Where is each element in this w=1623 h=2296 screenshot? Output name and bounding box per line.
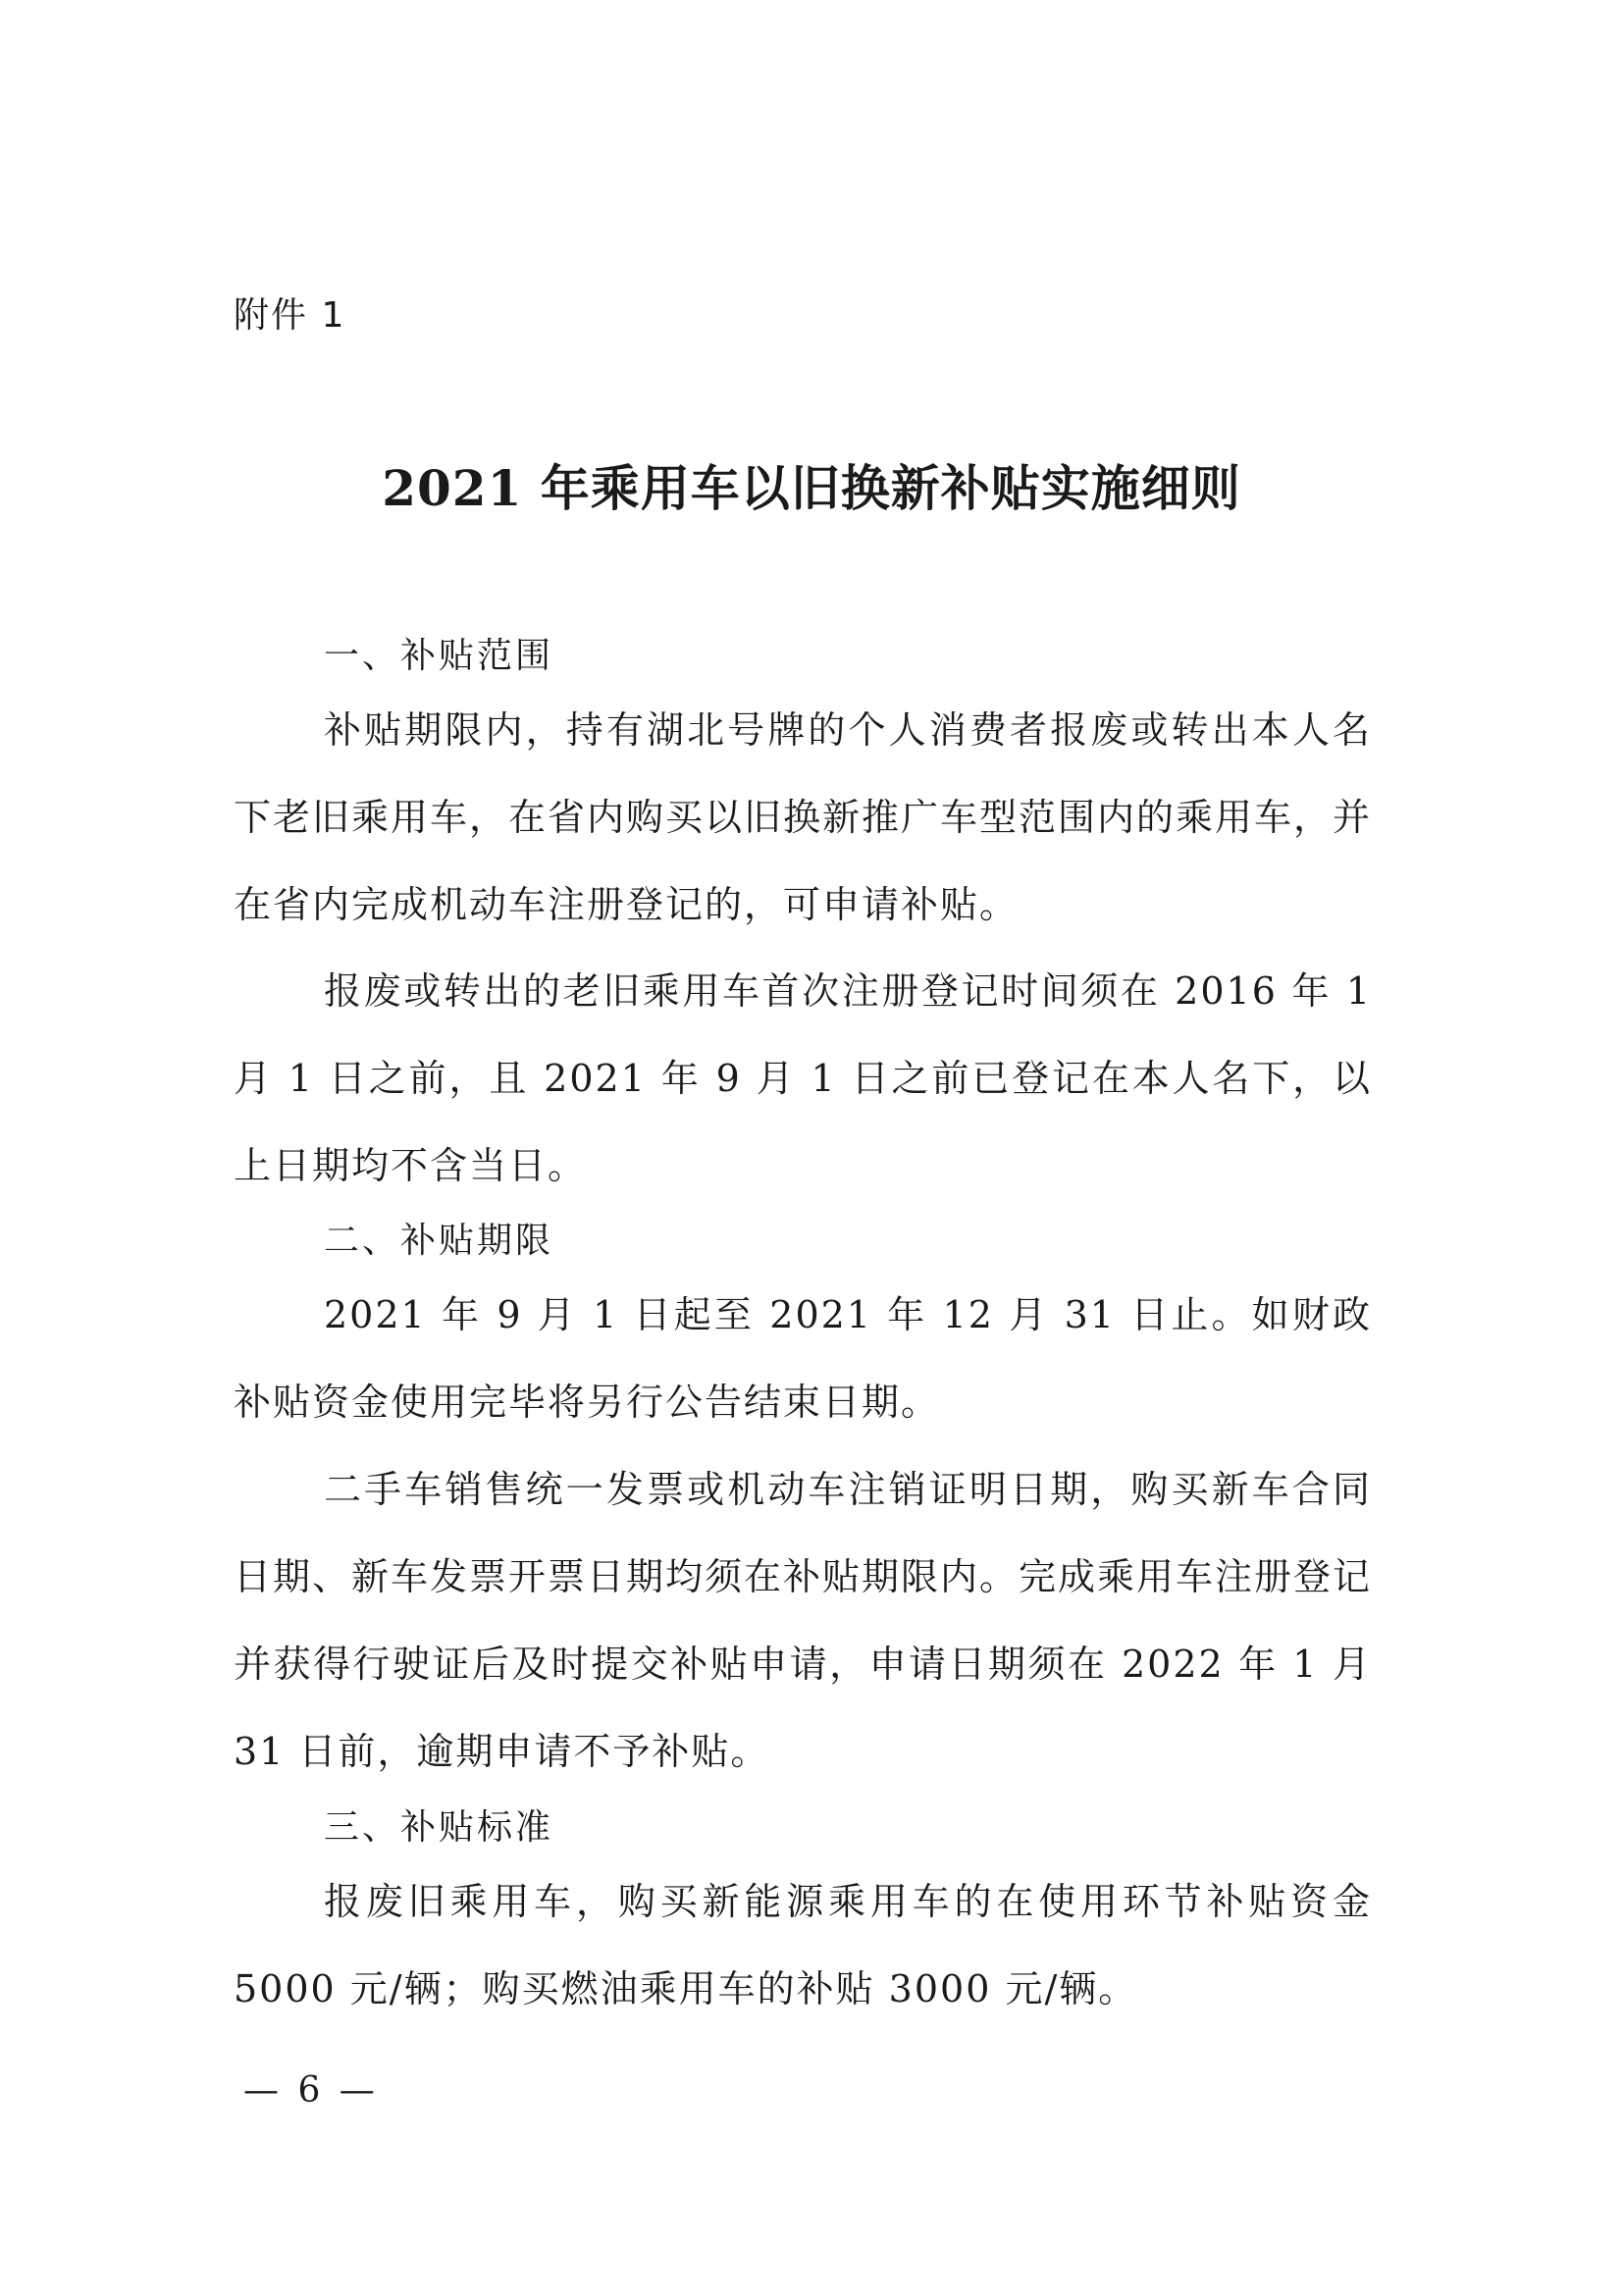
section-heading-period: 二、补贴期限 — [324, 1221, 554, 1261]
attachment-label: 附件 1 — [234, 295, 346, 336]
section-heading-standard: 三、补贴标准 — [324, 1807, 554, 1848]
paragraph-scope-registration-date: 报废或转出的老旧乘用车首次注册登记时间须在 2016 年 1 月 1 日之前，且 2021 年 9 月 1 日之前已登记在本人名下，以上日期均不含当日。 — [234, 969, 1372, 1187]
paragraph-scope-eligibility: 补贴期限内，持有湖北号牌的个人消费者报废或转出本人名下老旧乘用车，在省内购买以旧换新推广车型范围内的乘用车，并在省内完成机动车注册登记的，可申请补贴。 — [234, 708, 1373, 926]
paragraph-period-dates: 2021 年 9 月 1 日起至 2021 年 12 月 31 日止。如财政补贴资金使用完毕将另行公告结束日期。 — [234, 1293, 1372, 1424]
section-heading-scope: 一、补贴范围 — [324, 636, 554, 676]
paragraph-period-requirements: 二手车销售统一发票或机动车注销证明日期，购买新车合同日期、新车发票开票日期均须在补贴期限内。完成乘用车注册登记并获得行驶证后及时提交补贴申请，申请日期须在 2022 年 1 月 31 日前，逾期申请不予补贴。 — [234, 1468, 1373, 1773]
document-title: 2021 年乘用车以旧换新补贴实施细则 — [382, 459, 1241, 517]
paragraph-standard-amounts: 报废旧乘用车，购买新能源乘用车的在使用环节补贴资金 5000 元/辆；购买燃油乘用车的补贴 3000 元/辆。 — [234, 1880, 1372, 2010]
page-number: — 6 — — [243, 2070, 379, 2111]
